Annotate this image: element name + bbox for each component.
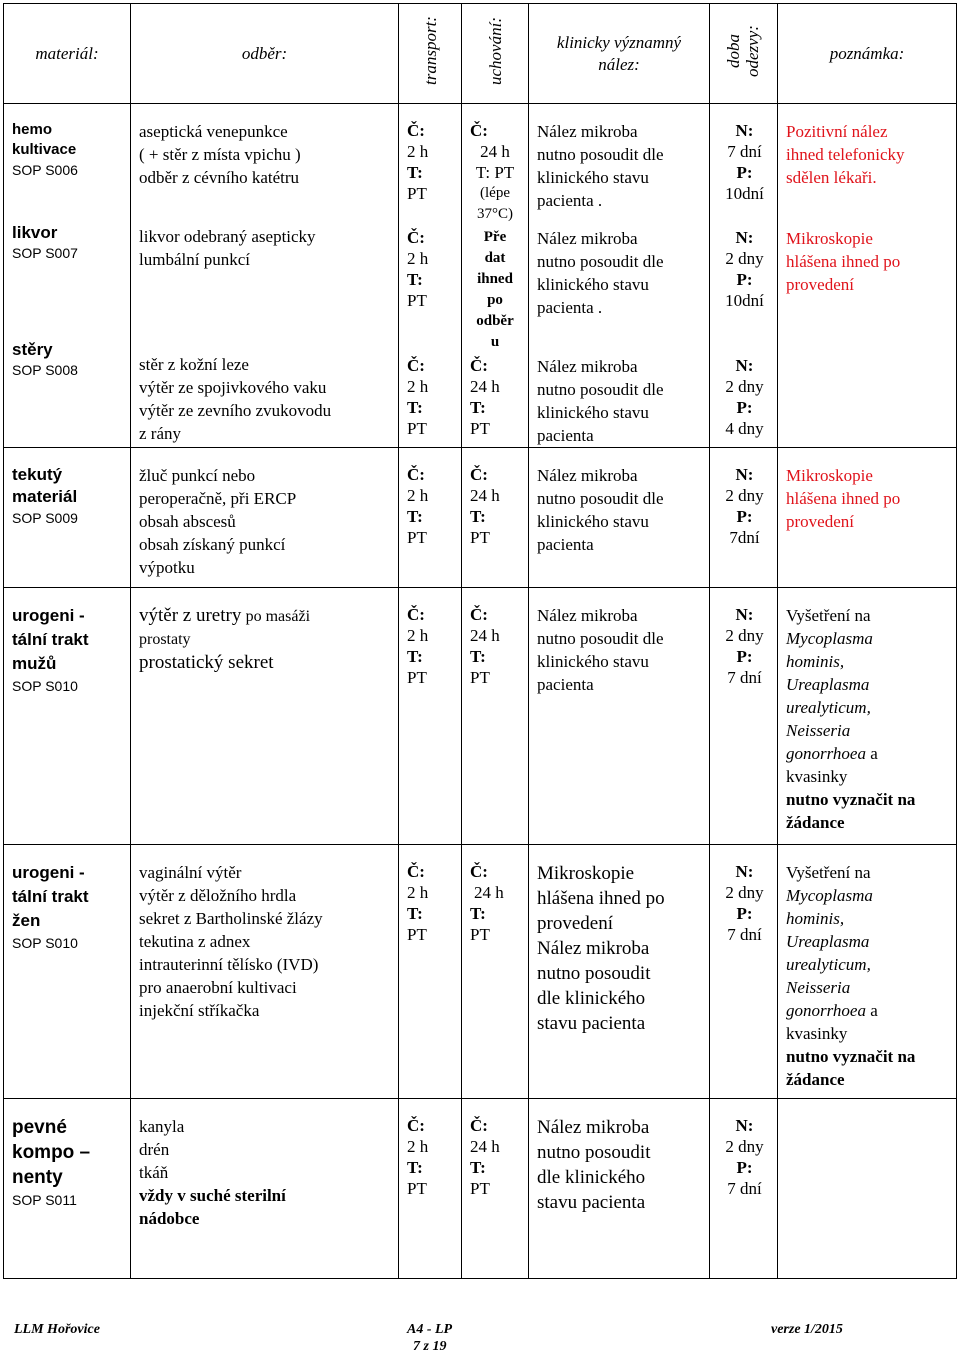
odber-line: výtěr z děložního hrdla — [139, 886, 297, 905]
doba-p-label: P: — [736, 904, 753, 923]
nalez-line: klinického stavu — [537, 652, 649, 671]
transport-cell — [399, 845, 462, 1099]
transport-t-label: T: — [407, 647, 423, 666]
doba-n-label: N: — [735, 465, 754, 484]
odber-line: likvor odebraný asepticky — [139, 227, 316, 246]
material-cell — [4, 104, 131, 448]
uchovani-c-label: Č: — [470, 862, 488, 881]
poznamka-line: žádance — [786, 1070, 845, 1089]
nalez-line: stavu pacienta — [537, 1192, 646, 1213]
odber-line: lumbální punkcí — [139, 250, 250, 269]
nalez-line: pacienta — [537, 426, 594, 445]
doba-n-label: N: — [735, 605, 754, 624]
uchovani-cell — [462, 845, 529, 1099]
transport-cell — [399, 448, 462, 588]
doba-cell — [710, 448, 778, 588]
nalez-line: Nález mikroba — [537, 466, 638, 485]
uchovani-t-value: PT — [470, 925, 490, 944]
odber-line: výtěr ze spojivkového vaku — [139, 378, 327, 397]
uchovani-c-value: 24 h — [480, 142, 510, 161]
poznamka-line: Mikroskopie — [786, 466, 873, 485]
odber-line: výtěr ze zevního zvukovodu — [139, 401, 332, 420]
material-sop: SOP S010 — [12, 935, 78, 951]
poznamka-line: Vyšetření na — [786, 606, 871, 625]
odber-line: výpotku — [139, 558, 195, 577]
poznamka-line: hominis, — [786, 909, 845, 928]
header-nalez: klinicky významný nález: — [529, 4, 710, 104]
nalez-cell — [529, 1099, 710, 1279]
doba-p-label: P: — [736, 398, 753, 417]
odber-line: nádobce — [139, 1209, 200, 1228]
nalez-line: nutno posoudit dle — [537, 145, 664, 164]
material-sop: SOP S010 — [12, 678, 78, 694]
poznamka-cell — [778, 448, 957, 588]
odber-cell — [131, 845, 399, 1099]
header-uchovani — [462, 4, 529, 104]
material-name: pevné kompo – nenty — [12, 1117, 91, 1188]
doba-n-label: N: — [735, 862, 754, 881]
header-uchovani-label: uchování: — [485, 17, 505, 85]
nalez-line: stavu pacienta — [537, 1013, 646, 1034]
table-row — [4, 448, 957, 588]
uchovani-c-label: Č: — [470, 121, 488, 140]
poznamka-line: hominis, — [786, 652, 845, 671]
uchovani-cell — [462, 448, 529, 588]
material-cell — [4, 1099, 131, 1279]
odber-cell — [131, 1099, 399, 1279]
header-row — [4, 4, 957, 104]
uchovani-line: Pře — [483, 229, 507, 245]
odber-line: stěr z kožní leze — [139, 355, 249, 374]
doba-p-value: 7 dní — [727, 1179, 762, 1198]
uchovani-t-value: T: PT — [475, 163, 515, 182]
poznamka-cell — [778, 588, 957, 845]
poznamka-line: a — [865, 744, 878, 763]
transport-c-value: 2 h — [407, 1137, 429, 1156]
transport-c-label: Č: — [407, 1116, 425, 1135]
transport-c-label: Č: — [407, 356, 425, 375]
uchovani-line: u — [490, 334, 500, 350]
header-odber: odběr: — [131, 4, 399, 104]
doba-cell — [710, 1099, 778, 1279]
doba-p-value: 7 dní — [727, 668, 762, 687]
transport-cell — [399, 588, 462, 845]
doba-p-value: 7dní — [729, 528, 760, 547]
transport-t-label: T: — [407, 270, 423, 289]
material-sop: SOP S008 — [12, 362, 78, 378]
material-cell — [4, 588, 131, 845]
poznamka-line: provedení — [786, 275, 854, 294]
uchovani-t-label: T: — [470, 507, 486, 526]
poznamka-line: urealyticum, — [786, 955, 871, 974]
odber-line: drén — [139, 1140, 170, 1159]
nalez-line: pacienta . — [537, 191, 603, 210]
header-transport-label: transport: — [420, 16, 440, 86]
doba-n-value: 2 dny — [725, 626, 764, 645]
poznamka-line: hlášena ihned po — [786, 489, 901, 508]
doba-p-label: P: — [736, 507, 753, 526]
nalez-line: hlášena ihned po — [537, 888, 665, 909]
poznamka-line: žádance — [786, 813, 845, 832]
doba-n-value: 2 dny — [725, 377, 764, 396]
poznamka-line: Vyšetření na — [786, 863, 871, 882]
odber-line: prostatický sekret — [139, 652, 274, 673]
poznamka-line: Ureaplasma — [786, 675, 870, 694]
uchovani-c-label: Č: — [470, 605, 488, 624]
doba-p-value: 4 dny — [725, 419, 764, 438]
transport-t-label: T: — [407, 507, 423, 526]
uchovani-c-value: 24 h — [470, 486, 500, 505]
doba-n-value: 2 dny — [725, 883, 764, 902]
material-cell — [4, 448, 131, 588]
nalez-line: nutno posoudit dle — [537, 252, 664, 271]
header-material: materiál: — [4, 4, 131, 104]
poznamka-line: Mycoplasma — [786, 886, 873, 905]
transport-t-value: PT — [407, 528, 427, 547]
header-poznamka: poznámka: — [778, 4, 957, 104]
doba-p-value: 10dní — [725, 291, 764, 310]
uchovani-c-label: Č: — [470, 465, 488, 484]
odber-cell — [131, 104, 399, 448]
uchovani-t-label: T: — [470, 647, 486, 666]
poznamka-line: gonorrhoea — [786, 744, 866, 763]
nalez-line: klinického stavu — [537, 275, 649, 294]
doba-n-label: N: — [735, 1116, 754, 1135]
poznamka-line: gonorrhoea — [786, 1001, 866, 1020]
transport-c-value: 2 h — [407, 142, 429, 161]
nalez-line: nutno posoudit — [537, 963, 651, 984]
nalez-line: pacienta — [537, 535, 594, 554]
poznamka-line: sdělen lékaři. — [786, 168, 877, 187]
nalez-line: nutno posoudit dle — [537, 629, 664, 648]
table-row — [4, 588, 957, 845]
transport-t-value: PT — [407, 925, 427, 944]
uchovani-t-value: PT — [470, 1179, 490, 1198]
odber-line: kanyla — [139, 1117, 185, 1136]
header-doba-label: doba odezvy: — [723, 25, 762, 77]
poznamka-line: ihned telefonicky — [786, 145, 905, 164]
transport-t-value: PT — [407, 1179, 427, 1198]
poznamka-line: hlášena ihned po — [786, 252, 901, 271]
transport-c-label: Č: — [407, 862, 425, 881]
uchovani-line: ihned — [477, 271, 513, 287]
material-sop: SOP S007 — [12, 245, 78, 261]
nalez-line: dle klinického — [537, 988, 646, 1009]
odber-line: injekční stříkačka — [139, 1001, 260, 1020]
uchovani-t-label: T: — [470, 1158, 486, 1177]
nalez-line: pacienta — [537, 675, 594, 694]
doba-p-value: 10dní — [725, 184, 764, 203]
nalez-cell — [529, 104, 710, 448]
transport-c-value: 2 h — [407, 486, 429, 505]
uchovani-c-label: Č: — [470, 1116, 488, 1135]
uchovani-line: odběr — [476, 313, 514, 329]
nalez-line: Nález mikroba — [537, 1117, 650, 1138]
odber-line: po masáži — [245, 608, 311, 625]
poznamka-line: kvasinky — [786, 767, 848, 786]
nalez-line: Nález mikroba — [537, 606, 638, 625]
table-row — [4, 845, 957, 1099]
nalez-line: provedení — [537, 913, 613, 934]
poznamka-line: provedení — [786, 512, 854, 531]
transport-c-value: 2 h — [407, 249, 429, 268]
nalez-line: nutno posoudit — [537, 1142, 651, 1163]
uchovani-cell — [462, 1099, 529, 1279]
odber-line: pro anaerobní kultivaci — [139, 978, 297, 997]
nalez-line: klinického stavu — [537, 168, 649, 187]
poznamka-line: Neisseria — [786, 721, 851, 740]
uchovani-t-label: T: — [470, 398, 486, 417]
nalez-cell — [529, 845, 710, 1099]
odber-line: sekret z Bartholinské žlázy — [139, 909, 323, 928]
poznamka-line: Pozitivní nález — [786, 122, 888, 141]
uchovani-c-value: 24 h — [470, 626, 500, 645]
uchovani-line: po — [487, 292, 503, 308]
table-row — [4, 1099, 957, 1279]
doba-p-label: P: — [736, 1158, 753, 1177]
header-doba — [710, 4, 778, 104]
doba-n-label: N: — [735, 356, 754, 375]
doba-n-label: N: — [735, 228, 754, 247]
uchovani-cell — [462, 104, 529, 448]
odber-line: odběr z cévního katétru — [139, 168, 300, 187]
nalez-cell — [529, 588, 710, 845]
odber-cell — [131, 448, 399, 588]
odber-line: žluč punkcí nebo — [139, 466, 256, 485]
nalez-cell — [529, 448, 710, 588]
material-name: urogeni - tální trakt mužů — [12, 606, 89, 673]
poznamka-line: nutno vyznačit na — [786, 1047, 916, 1066]
uchovani-note: 37°C) — [477, 206, 513, 222]
poznamka-cell — [778, 104, 957, 448]
odber-line: aseptická venepunkce — [139, 122, 288, 141]
uchovani-cell — [462, 588, 529, 845]
poznamka-line: Ureaplasma — [786, 932, 870, 951]
doba-n-value: 2 dny — [725, 1137, 764, 1156]
transport-t-value: PT — [407, 291, 427, 310]
transport-c-value: 2 h — [407, 626, 429, 645]
poznamka-line: Neisseria — [786, 978, 851, 997]
transport-t-label: T: — [407, 904, 423, 923]
odber-cell — [131, 588, 399, 845]
uchovani-t-value: PT — [470, 668, 490, 687]
odber-line: peroperačně, při ERCP — [139, 489, 297, 508]
odber-line: obsah získaný punkcí — [139, 535, 286, 554]
nalez-line: Nález mikroba — [537, 122, 638, 141]
poznamka-line: nutno vyznačit na — [786, 790, 916, 809]
doba-n-label: N: — [735, 121, 754, 140]
odber-line: tkáň — [139, 1163, 169, 1182]
transport-t-value: PT — [407, 184, 427, 203]
footer-page: 7 z 19 — [413, 1339, 447, 1354]
table-row — [4, 104, 957, 448]
nalez-line: pacienta . — [537, 298, 603, 317]
transport-c-value: 2 h — [407, 883, 429, 902]
uchovani-note: (lépe — [480, 185, 510, 201]
specimen-table — [3, 3, 957, 1279]
odber-line: vždy v suché sterilní — [139, 1186, 286, 1205]
material-sop: SOP S011 — [12, 1192, 77, 1208]
nalez-line: nutno posoudit dle — [537, 489, 664, 508]
uchovani-c-value: 24 h — [474, 883, 504, 902]
doba-cell — [710, 104, 778, 448]
transport-cell — [399, 104, 462, 448]
uchovani-t-label: T: — [470, 904, 486, 923]
nalez-line: klinického stavu — [537, 403, 649, 422]
material-name: tekutý materiál — [12, 465, 78, 506]
material-name: urogeni - tální trakt žen — [12, 863, 89, 930]
odber-line: ( + stěr z místa vpichu ) — [139, 145, 301, 164]
poznamka-line: urealyticum, — [786, 698, 871, 717]
footer-center: A4 - LP — [407, 1322, 453, 1337]
uchovani-c-value: 24 h — [470, 377, 500, 396]
odber-line: intrauterinní tělísko (IVD) — [139, 955, 319, 974]
header-transport — [399, 4, 462, 104]
odber-line: tekutina z adnex — [139, 932, 251, 951]
uchovani-t-value: PT — [470, 528, 490, 547]
nalez-line: dle klinického — [537, 1167, 646, 1188]
uchovani-t-value: PT — [470, 419, 490, 438]
transport-c-label: Č: — [407, 228, 425, 247]
odber-line: vaginální výtěr — [139, 863, 242, 882]
footer-left: LLM Hořovice — [14, 1322, 100, 1337]
footer-right: verze 1/2015 — [771, 1322, 843, 1337]
doba-p-value: 7 dní — [727, 925, 762, 944]
transport-t-label: T: — [407, 163, 423, 182]
odber-line: z rány — [139, 424, 182, 443]
transport-c-label: Č: — [407, 605, 425, 624]
material-sop: SOP S009 — [12, 510, 78, 526]
transport-cell — [399, 1099, 462, 1279]
doba-cell — [710, 845, 778, 1099]
doba-n-value: 7 dní — [727, 142, 762, 161]
doba-p-label: P: — [736, 647, 753, 666]
doba-n-value: 2 dny — [725, 249, 764, 268]
nalez-line: Mikroskopie — [537, 863, 635, 884]
transport-c-label: Č: — [407, 121, 425, 140]
nalez-line: nutno posoudit dle — [537, 380, 664, 399]
nalez-line: Nález mikroba — [537, 938, 650, 959]
poznamka-line: kvasinky — [786, 1024, 848, 1043]
material-name: hemo kultivace — [12, 121, 77, 158]
transport-c-label: Č: — [407, 465, 425, 484]
poznamka-line: Mycoplasma — [786, 629, 873, 648]
transport-t-value: PT — [407, 668, 427, 687]
doba-p-label: P: — [736, 163, 753, 182]
uchovani-line: dat — [484, 250, 506, 266]
material-name: likvor — [12, 223, 58, 242]
transport-t-label: T: — [407, 398, 423, 417]
material-cell — [4, 845, 131, 1099]
nalez-line: Nález mikroba — [537, 357, 638, 376]
poznamka-line: a — [865, 1001, 878, 1020]
uchovani-c-label: Č: — [470, 356, 488, 375]
transport-t-label: T: — [407, 1158, 423, 1177]
material-sop: SOP S006 — [12, 162, 78, 178]
odber-line: prostaty — [139, 631, 191, 648]
transport-c-value: 2 h — [407, 377, 429, 396]
odber-line: obsah abscesů — [139, 512, 236, 531]
odber-line: výtěr z uretry — [139, 605, 242, 626]
nalez-line: Nález mikroba — [537, 229, 638, 248]
poznamka-cell — [778, 1099, 957, 1279]
poznamka-line: Mikroskopie — [786, 229, 873, 248]
doba-n-value: 2 dny — [725, 486, 764, 505]
poznamka-cell — [778, 845, 957, 1099]
uchovani-c-value: 24 h — [470, 1137, 500, 1156]
nalez-line: klinického stavu — [537, 512, 649, 531]
doba-p-label: P: — [736, 270, 753, 289]
transport-t-value: PT — [407, 419, 427, 438]
material-name: stěry — [12, 340, 53, 359]
doba-cell — [710, 588, 778, 845]
